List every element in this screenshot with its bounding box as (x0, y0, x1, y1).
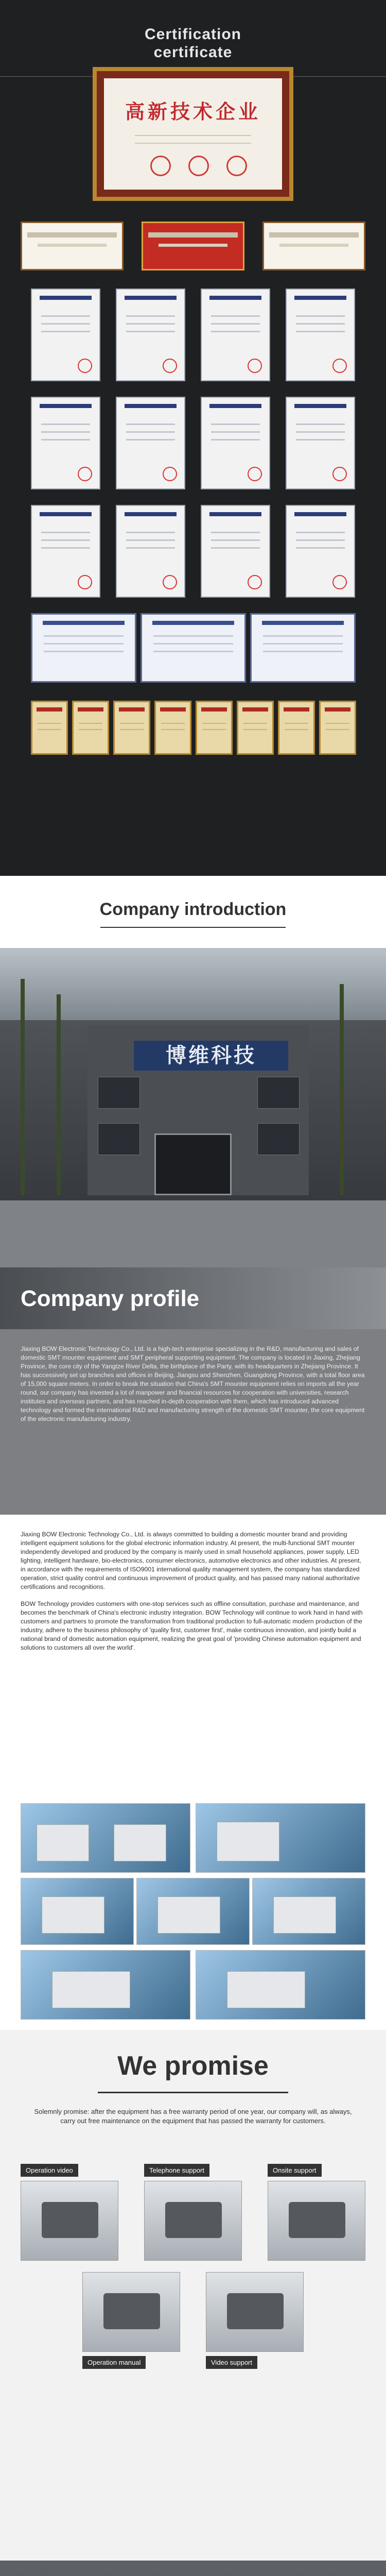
service-image (206, 2272, 304, 2352)
red-seal-icon (150, 156, 171, 176)
workshop-photo (196, 1803, 365, 1873)
registration-certificate (141, 613, 246, 683)
workshop-photo (252, 1878, 365, 1945)
patent-document (113, 701, 150, 755)
service-label: Operation video (21, 2164, 78, 2177)
we-promise-section (0, 2030, 386, 2561)
service-image (82, 2272, 180, 2352)
red-seal-icon (226, 156, 247, 176)
patent-document (319, 701, 356, 755)
service-label: Telephone support (144, 2164, 209, 2177)
service-operation-manual (82, 2272, 180, 2369)
patent-document (154, 701, 191, 755)
patent-certificate (201, 505, 270, 598)
workshop-photo-collage (21, 1803, 365, 2020)
award-certificate-row (21, 222, 365, 270)
introduction-underline (100, 927, 286, 928)
patent-document (72, 701, 109, 755)
registration-certificate (31, 613, 136, 683)
service-operation-video (21, 2164, 118, 2261)
company-introduction-section (0, 876, 386, 1515)
patent-certificate (286, 397, 355, 489)
red-seal-icon (188, 156, 209, 176)
workshop-paragraph-2: BOW Technology provides customers with one-stop services such as offline consultation, purchase and maintenance, and becomes the benchmark of China's electronic industry integration. BOW Technology will continue to work hand in hand with customers and partners to promote the transformation from traditional production to full-automatic modern production of the industry, adhere to the business philosophy of 'quality first, customer first', make continuous innovation, and jointly build a national brand of domestic automation equipment, realizing the great goal of 'providing Chinese automation equipment and solutions to customers all over the world'. (21, 1600, 363, 1651)
award-certificate (142, 222, 244, 270)
award-certificate (21, 222, 124, 270)
introduction-title: Company introduction (99, 900, 287, 919)
building-entrance (154, 1133, 232, 1195)
workshop-photo (136, 1878, 250, 1945)
company-building-photo (0, 948, 386, 1267)
registration-certificate (250, 613, 356, 683)
patent-certificate (31, 289, 100, 381)
workshop-text (21, 1530, 365, 1660)
patent-certificate (201, 289, 270, 381)
patent-certificate (201, 397, 270, 489)
patent-certificate (116, 505, 185, 598)
patent-document (278, 701, 315, 755)
patent-certificate (116, 289, 185, 381)
workshop-photo (21, 1950, 190, 2020)
certificate-text-line (135, 143, 251, 144)
patent-certificate (31, 505, 100, 598)
promise-underline (98, 2092, 288, 2093)
patent-certificate (286, 289, 355, 381)
patent-document (31, 701, 68, 755)
main-certificate-title: 高新技术企业 (125, 101, 261, 123)
promise-text: Solemnly promise: after the equipment has a free warranty period of one year, our company will, as always, carry out free maintenance on the equipment that has passed the warranty for customers. (34, 2108, 352, 2125)
service-image (21, 2181, 118, 2261)
profile-paragraph: Jiaxing BOW Electronic Technology Co., Ltd. is a high-tech enterprise specializing in the R&D, manufacturing and sales of domestic SMT mounter equipment and SMT peripheral supporting equipment. The company is located in Jiaxing, Zhejiang Province, the core city of the Yangtze River Delta, the birthplace of the Party, with its headquarters in Zhejiang Province. It has successively set up branches and offices in Beijing, Jiangsu and Shenzhen, Guangdong Province, with a total floor area of 15,000 square meters. In order to break the situation that China's SMT mounter equipment relies on imports all the year round, our company has invested a lot of manpower and financial resources for cooperation with universities, research institutes and overseas partners, and has reached in-depth cooperation with them, which has introduced advanced technology and formed the international R&D and manufacturing strength of the domestic SMT mounter, the core equipment of the electronic manufacturing industry. (21, 1345, 365, 1422)
certificate-heading (0, 0, 386, 77)
service-telephone-support (144, 2164, 242, 2261)
certificate-title (0, 0, 386, 61)
patent-certificate (116, 397, 185, 489)
service-label: Onsite support (268, 2164, 322, 2177)
maintenance-section (0, 2561, 386, 2576)
workshop-photo (196, 1950, 365, 2020)
workshop-photo (21, 1803, 190, 1873)
service-label: Video support (206, 2356, 257, 2369)
profile-title: Company profile (21, 1286, 200, 1311)
service-label: Operation manual (82, 2356, 146, 2369)
introduction-heading (0, 876, 386, 948)
certificate-text-line (135, 135, 251, 136)
workshop-paragraph-1: Jiaxing BOW Electronic Technology Co., Ltd. is always committed to building a domestic mounter brand and providing intelligent equipment solutions for the global electronic information industry. At present, the multi-functional SMT mounter independently developed and produced by the company is mainly used in small household appliances, power supply, LED lighting, intelligent hardware, bio-electronics, consumer electronics, automotive electronics and other industries. At present, in accordance with the requirements of ISO9001 international quality management system, the company has standardized operation, strict quality control and continuous improvement of product quality, and has passed many national authoritative certifications and recognitions. (21, 1531, 361, 1590)
service-video-support (206, 2272, 304, 2369)
award-certificate (262, 222, 365, 270)
high-tech-enterprise-certificate (93, 67, 293, 201)
certificate-title-line1: Certification (144, 26, 242, 43)
company-profile-block (0, 1267, 386, 1515)
patent-certificate (286, 505, 355, 598)
service-image (268, 2181, 365, 2261)
patent-certificate (31, 397, 100, 489)
service-onsite-support (268, 2164, 365, 2261)
service-image (144, 2181, 242, 2261)
patent-document (237, 701, 274, 755)
certificate-title-line2: certificate (153, 43, 233, 61)
promise-title: We promise (117, 2051, 269, 2081)
certificate-section (0, 0, 386, 876)
certificate-paper (104, 78, 282, 190)
workshop-section (0, 1515, 386, 2030)
patent-document (196, 701, 233, 755)
building-sign: 博维科技 (134, 1041, 288, 1071)
workshop-photo (21, 1878, 134, 1945)
